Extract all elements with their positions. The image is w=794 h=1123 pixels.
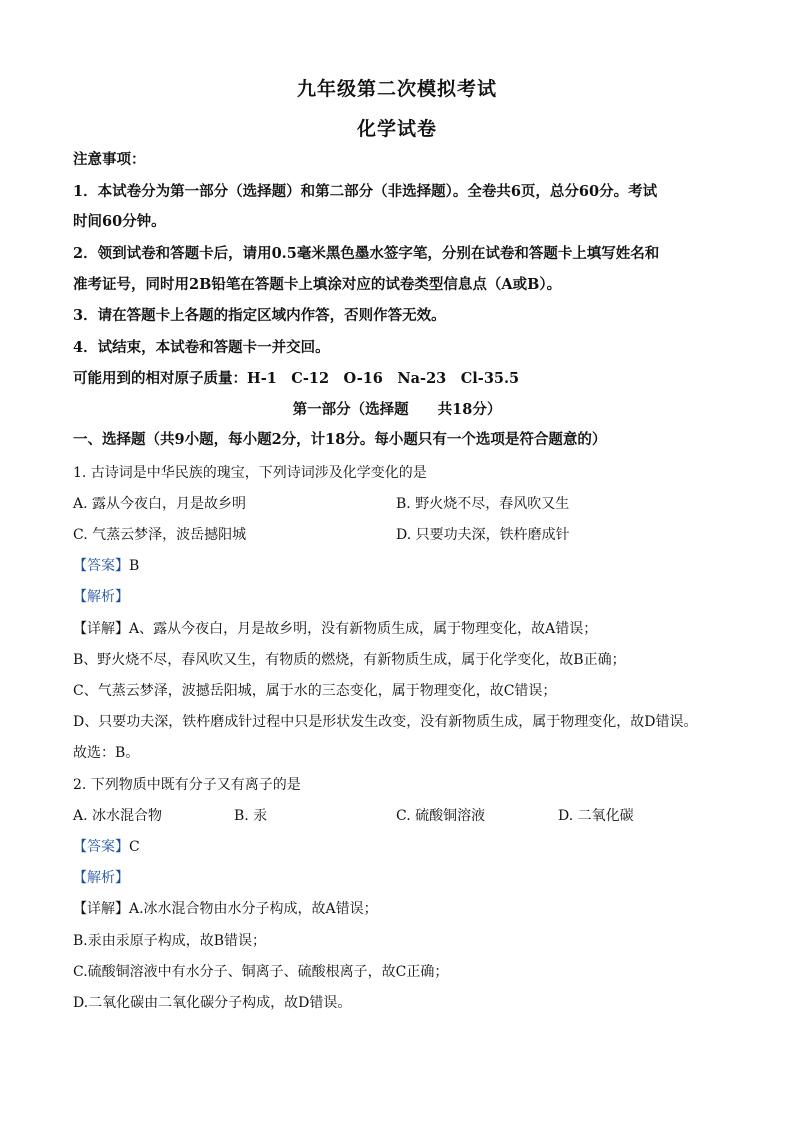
answer-value: B	[129, 558, 140, 574]
question-2-answer	[73, 837, 733, 857]
question-2-option-b: B. 汞	[234, 808, 268, 824]
part-one-heading: 第一部分（选择题 共18分）	[292, 401, 502, 418]
question-1-conclusion: 故选：B。	[73, 745, 140, 761]
detail-tag: 【详解】	[73, 901, 129, 917]
question-2-detail: D.二氧化碳由二氧化碳分子构成，故D错误。	[73, 995, 352, 1011]
question-2-option-c: C. 硫酸铜溶液	[396, 808, 486, 824]
notice-item: 1．本试卷分为第一部分（选择题）和第二部分（非选择题）。全卷共6页，总分60分。考试	[73, 183, 658, 200]
notice-item: 4．试结束，本试卷和答题卡一并交回。	[73, 339, 330, 356]
question-1-detail	[73, 619, 733, 639]
question-2-analysis-tag	[73, 868, 733, 888]
notice-item: 时间60分钟。	[73, 213, 166, 230]
question-2-option-a: A. 冰水混合物	[73, 808, 163, 824]
analysis-tag: 【解析】	[73, 589, 129, 605]
question-1-option-a: A. 露从今夜白，月是故乡明	[73, 496, 247, 512]
notice-item: 准考证号，同时用2B铅笔在答题卡上填涂对应的试卷类型信息点（A或B）。	[73, 276, 562, 293]
question-1-analysis-tag	[73, 587, 733, 607]
question-1-answer	[73, 556, 733, 576]
question-1-stem: 1. 古诗词是中华民族的瑰宝，下列诗词涉及化学变化的是	[73, 465, 427, 481]
notice-heading: 注意事项：	[73, 151, 146, 168]
question-1-option-d: D. 只要功夫深，铁杵磨成针	[396, 527, 570, 543]
question-2-stem: 2. 下列物质中既有分子又有离子的是	[73, 777, 301, 793]
exam-title: 九年级第二次模拟考试	[296, 78, 497, 100]
section-heading: 一、选择题（共9小题，每小题2分，计18分。每小题只有一个选项是符合题意的）	[73, 431, 607, 448]
analysis-tag: 【解析】	[73, 870, 129, 886]
question-1-detail: D、只要功夫深，铁杵磨成针过程中只是形状发生改变，没有新物质生成，属于物理变化，故D错误。	[73, 714, 698, 730]
detail-tag: 【详解】	[73, 621, 129, 637]
question-1-detail: C、气蒸云梦泽，波撼岳阳城，属于水的三态变化，属于物理变化，故C错误；	[73, 683, 557, 699]
answer-tag: 【答案】	[73, 839, 129, 855]
atomic-mass-line: 可能用到的相对原子质量：H-1 C-12 O-16 Na-23 Cl-35.5	[73, 370, 520, 387]
question-2-detail: B.汞由汞原子构成，故B错误；	[73, 933, 267, 949]
question-2-detail: C.硫酸铜溶液中有水分子、铜离子、硫酸根离子，故C正确；	[73, 964, 449, 980]
detail-text: A.冰水混合物由水分子构成，故A错误；	[129, 901, 378, 917]
question-1-option-b: B. 野火烧不尽，春风吹又生	[396, 496, 570, 512]
question-2-option-d: D. 二氧化碳	[558, 808, 634, 824]
answer-tag: 【答案】	[73, 558, 129, 574]
question-1-detail: B、野火烧不尽，春风吹又生，有物质的燃烧，有新物质生成，属于化学变化，故B正确；	[73, 652, 626, 668]
detail-text: A、露从今夜白，月是故乡明，没有新物质生成，属于物理变化，故A错误；	[129, 621, 598, 637]
question-1-option-c: C. 气蒸云梦泽，波岳撼阳城	[73, 527, 247, 543]
question-2-detail	[73, 899, 733, 919]
exam-subtitle: 化学试卷	[356, 118, 437, 140]
notice-item: 2．领到试卷和答题卡后，请用0.5毫米黑色墨水签字笔，分别在试卷和答题卡上填写姓名和	[73, 245, 660, 262]
answer-value: C	[129, 839, 140, 855]
notice-item: 3．请在答题卡上各题的指定区域内作答，否则作答无效。	[73, 307, 446, 324]
